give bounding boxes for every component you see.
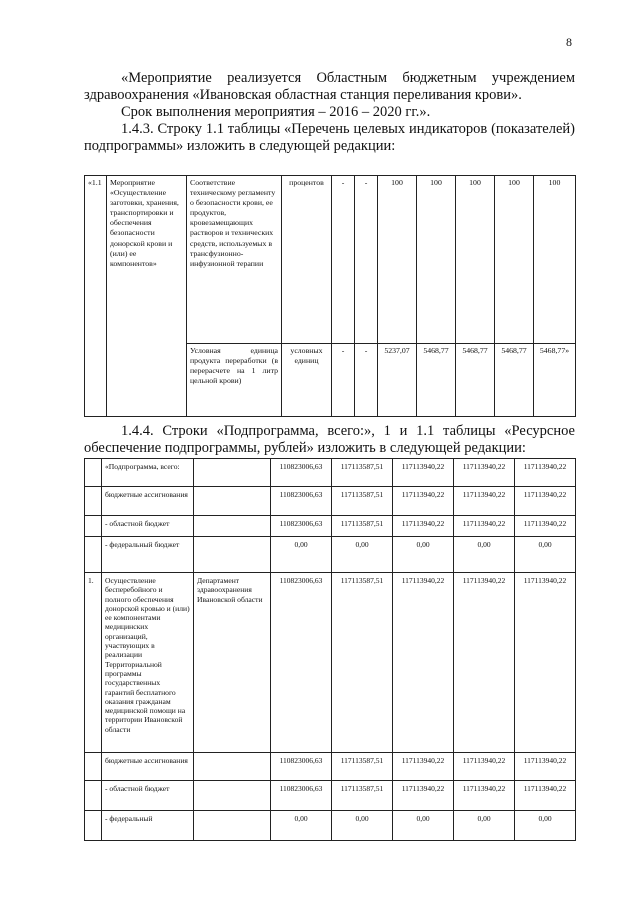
value-cell: 117113940,22	[454, 573, 515, 753]
value-cell: 0,00	[393, 537, 454, 573]
intro-paragraphs	[84, 70, 575, 155]
table-row	[85, 573, 576, 753]
value-cell: 0,00	[454, 537, 515, 573]
value-cell: 100	[378, 176, 417, 344]
value-cell: 110823006,63	[271, 487, 332, 516]
value-cell: 117113940,22	[393, 573, 454, 753]
value-cell: 117113940,22	[515, 459, 576, 487]
value-cell: 117113587,51	[332, 753, 393, 781]
value-cell: 117113940,22	[515, 573, 576, 753]
executor	[194, 811, 271, 841]
value-cell: 110823006,63	[271, 781, 332, 811]
value-cell: 0,00	[332, 811, 393, 841]
table-row	[85, 459, 576, 487]
value-cell: 117113940,22	[454, 753, 515, 781]
executor	[194, 537, 271, 573]
value-cell: 0,00	[515, 811, 576, 841]
row-number	[85, 487, 102, 516]
row-number	[85, 753, 102, 781]
value-cell: 117113940,22	[393, 487, 454, 516]
row-number: 1.	[85, 573, 102, 753]
value-cell: 100	[495, 176, 534, 344]
value-cell: 0,00	[515, 537, 576, 573]
value-cell: 117113940,22	[515, 487, 576, 516]
value-cell: 110823006,63	[271, 516, 332, 537]
value-cell: 117113940,22	[515, 516, 576, 537]
paragraph-3: 1.4.3. Строку 1.1 таблицы «Перечень целевых индикаторов (показателей) подпрограммы» изложить в следующей редакции:	[84, 121, 575, 154]
table-row	[85, 176, 576, 344]
row-name: - федеральный бюджет	[102, 537, 194, 573]
paragraph-4: 1.4.4. Строки «Подпрограмма, всего:», 1 и 1.1 таблицы «Ресурсное обеспечение подпрограммы, рублей» изложить в следующей редакции:	[84, 423, 575, 456]
value-cell: 5468,77	[456, 344, 495, 417]
value-cell: 117113940,22	[393, 781, 454, 811]
value-cell: -	[355, 176, 378, 344]
paragraph-2: Срок выполнения мероприятия – 2016 – 2020 гг.».	[121, 104, 431, 120]
paragraph-4-wrap	[84, 423, 575, 457]
table-row	[85, 781, 576, 811]
value-cell: 0,00	[271, 811, 332, 841]
table-row	[85, 753, 576, 781]
row-name: бюджетные ассигнования	[102, 753, 194, 781]
row-number	[85, 811, 102, 841]
executor: Департамент здравоохранения Ивановской области	[194, 573, 271, 753]
value-cell: -	[332, 344, 355, 417]
table-row	[85, 516, 576, 537]
value-cell: 117113587,51	[332, 781, 393, 811]
paragraph-1: «Мероприятие реализуется Областным бюджетным учреждением здравоохранения «Ивановская областная станция переливания крови».	[84, 70, 575, 103]
value-cell: 110823006,63	[271, 753, 332, 781]
page-number: 8	[566, 35, 572, 49]
value-cell: 117113940,22	[393, 516, 454, 537]
row-number	[85, 459, 102, 487]
value-cell: 0,00	[271, 537, 332, 573]
executor	[194, 753, 271, 781]
value-cell: 5468,77»	[534, 344, 576, 417]
value-cell: 117113940,22	[454, 516, 515, 537]
measure-name: Мероприятие «Осуществление заготовки, хранения, транспортировки и обеспечения безопасности донорской крови и (или) ее компонентов»	[107, 176, 187, 417]
executor	[194, 516, 271, 537]
indicators-table	[84, 175, 576, 417]
value-cell: 117113587,51	[332, 487, 393, 516]
value-cell: 117113587,51	[332, 573, 393, 753]
value-cell: 117113587,51	[332, 516, 393, 537]
resources-table	[84, 458, 576, 841]
row-name: - областной бюджет	[102, 781, 194, 811]
row-number	[85, 781, 102, 811]
row-number	[85, 537, 102, 573]
row-number: «1.1	[85, 176, 107, 417]
value-cell: 5237,07	[378, 344, 417, 417]
row-name: - федеральный	[102, 811, 194, 841]
executor	[194, 487, 271, 516]
value-cell: 117113940,22	[393, 753, 454, 781]
table-row	[85, 537, 576, 573]
value-cell: 100	[534, 176, 576, 344]
value-cell: 110823006,63	[271, 459, 332, 487]
value-cell: 117113940,22	[454, 487, 515, 516]
value-cell: 110823006,63	[271, 573, 332, 753]
value-cell: 117113940,22	[515, 781, 576, 811]
value-cell: 5468,77	[495, 344, 534, 417]
indicator-name: Соответствие техническому регламенту о безопасности крови, ее продуктов, кровезамещающих растворов и технических средств, используемых в трансфузионно-инфузионной терапии	[187, 176, 282, 344]
row-name: бюджетные ассигнования	[102, 487, 194, 516]
value-cell: 117113940,22	[454, 459, 515, 487]
row-name: - областной бюджет	[102, 516, 194, 537]
value-cell: 0,00	[332, 537, 393, 573]
value-cell: 117113940,22	[515, 753, 576, 781]
row-name: «Подпрограмма, всего:	[102, 459, 194, 487]
row-name: Осуществление бесперебойного и полного обеспечения донорской кровью и (или) ее компонентами медицинских организаций, участвующих в реализации Территориальной программы государственных гарантий бесплатного оказания гражданам медицинской помощи на территории Ивановской области	[102, 573, 194, 753]
executor	[194, 781, 271, 811]
value-cell: 117113587,51	[332, 459, 393, 487]
indicator-name: Условная единица продукта переработки (в перерасчете на 1 литр цельной крови)	[187, 344, 282, 417]
value-cell: 5468,77	[417, 344, 456, 417]
value-cell: -	[332, 176, 355, 344]
value-cell: 117113940,22	[393, 459, 454, 487]
unit: условных единиц	[282, 344, 332, 417]
row-number	[85, 516, 102, 537]
table-row	[85, 487, 576, 516]
unit: процентов	[282, 176, 332, 344]
value-cell: 100	[456, 176, 495, 344]
table-row	[85, 811, 576, 841]
value-cell: -	[355, 344, 378, 417]
value-cell: 0,00	[393, 811, 454, 841]
value-cell: 100	[417, 176, 456, 344]
executor	[194, 459, 271, 487]
value-cell: 117113940,22	[454, 781, 515, 811]
value-cell: 0,00	[454, 811, 515, 841]
